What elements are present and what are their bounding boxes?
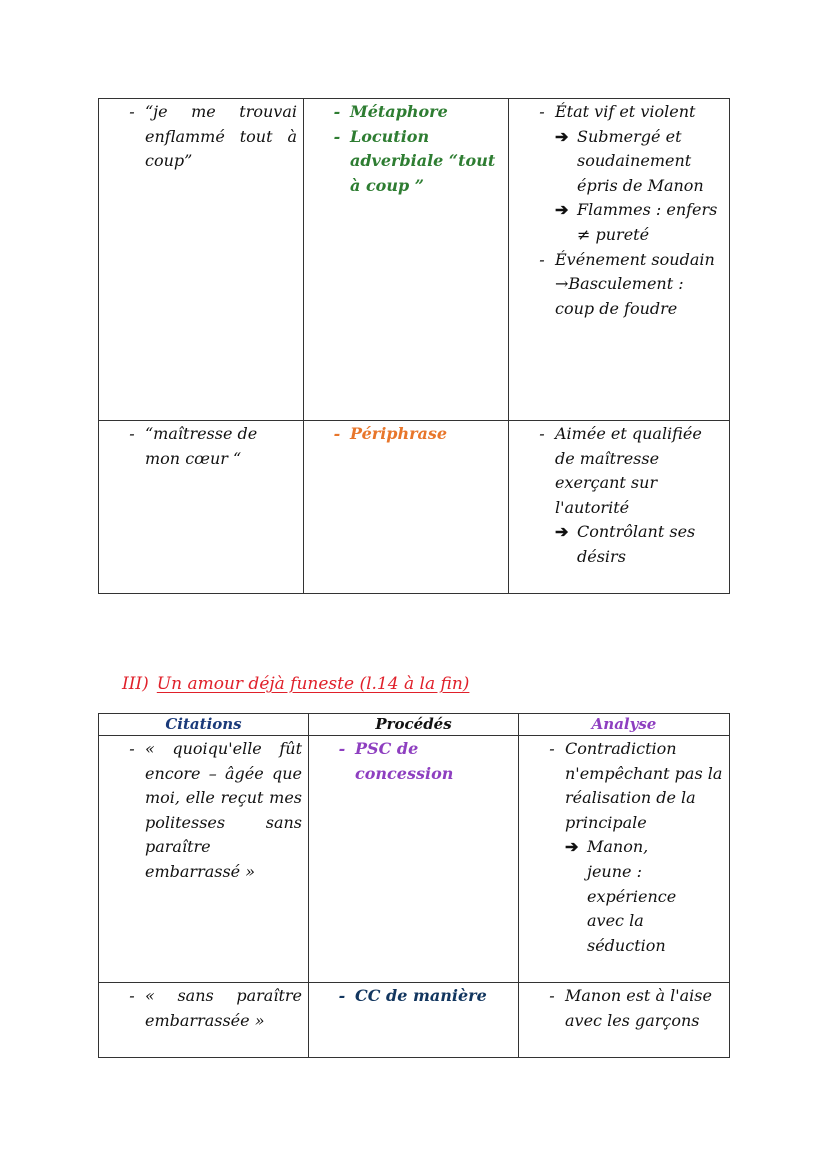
analysis-table-part-3 <box>98 713 730 1058</box>
bullet-dash: - <box>539 249 545 269</box>
bullet-dash: - <box>549 986 555 1005</box>
citation-cell <box>99 983 309 1058</box>
procede-text: Périphrase <box>350 424 448 443</box>
analyse-cell <box>509 421 730 594</box>
bullet-dash: - <box>338 739 346 758</box>
table-row <box>99 99 730 421</box>
analyse-text: Manon est à l'aise avec les garçons <box>565 986 712 1030</box>
citation-cell <box>99 736 309 983</box>
citation-text: “je me trouvai enflammé tout à coup” <box>145 102 297 171</box>
analyse-arrow-text <box>555 272 723 321</box>
citation-cell <box>99 421 304 594</box>
analyse-arrow-label: Basculement : coup de foudre <box>555 274 684 318</box>
procede-text: Locution adverbiale “tout à coup ” <box>350 126 496 195</box>
analyse-cell <box>519 736 730 983</box>
citation-text: “maîtresse de mon cœur “ <box>145 424 258 468</box>
section-title: Un amour déjà funeste (l.14 à la fin) <box>156 674 470 694</box>
column-header-analyse: Analyse <box>519 714 730 736</box>
bullet-dash: - <box>333 424 341 443</box>
analyse-arrow-text: Flammes : enfers ≠ pureté <box>577 200 718 244</box>
table-header-row <box>99 714 730 736</box>
bullet-dash: - <box>333 102 341 121</box>
bullet-dash: - <box>549 739 555 758</box>
analyse-arrow-text: Contrôlant ses désirs <box>577 522 696 566</box>
procedes-cell <box>304 421 509 594</box>
analyse-text: État vif et violent <box>555 102 696 121</box>
analyse-cell <box>509 99 730 421</box>
column-header-citations: Citations <box>99 714 309 736</box>
bullet-dash: - <box>333 126 341 146</box>
bullet-dash: - <box>129 739 135 758</box>
analyse-arrow-text: Manon, jeune : expérience avec la séduction <box>587 837 677 955</box>
citation-text: « sans paraître embarrassée » <box>145 986 302 1030</box>
table-row <box>99 983 730 1058</box>
analyse-text: Événement soudain <box>555 249 715 269</box>
table-row <box>99 421 730 594</box>
arrow-right-icon: ➔ <box>555 200 569 220</box>
procede-text: CC de manière <box>355 986 487 1005</box>
column-header-procedes: Procédés <box>309 714 519 736</box>
analyse-cell <box>519 983 730 1058</box>
bullet-dash: - <box>539 424 545 443</box>
section-number: III) <box>122 674 149 694</box>
citation-text: « quoiqu'elle fût encore – âgée que moi, elle reçut mes politesses sans paraître embarrassé » <box>145 739 302 881</box>
table-row <box>99 736 730 983</box>
bullet-dash: - <box>338 986 346 1005</box>
citation-cell <box>99 99 304 421</box>
bullet-dash: - <box>129 424 135 443</box>
procedes-cell <box>309 736 519 983</box>
procedes-cell <box>304 99 509 421</box>
section-heading <box>122 674 469 694</box>
procede-text: Métaphore <box>350 102 448 121</box>
procedes-cell <box>309 983 519 1058</box>
bullet-dash: - <box>129 102 135 121</box>
arrow-right-icon: → <box>555 274 569 294</box>
arrow-right-icon: ➔ <box>555 126 569 146</box>
analysis-table-part-2 <box>98 98 730 594</box>
arrow-right-icon: ➔ <box>565 837 579 857</box>
arrow-right-icon: ➔ <box>555 522 569 542</box>
bullet-dash: - <box>129 986 135 1005</box>
analyse-arrow-text: Submergé et soudainement épris de Manon <box>577 126 704 195</box>
analyse-text: Aimée et qualifiée de maîtresse exerçant sur l'autorité <box>555 424 702 517</box>
procede-text: PSC de concession <box>355 739 454 783</box>
analyse-text: Contradiction n'empêchant pas la réalisation de la principale <box>565 739 723 832</box>
bullet-dash: - <box>539 102 545 121</box>
